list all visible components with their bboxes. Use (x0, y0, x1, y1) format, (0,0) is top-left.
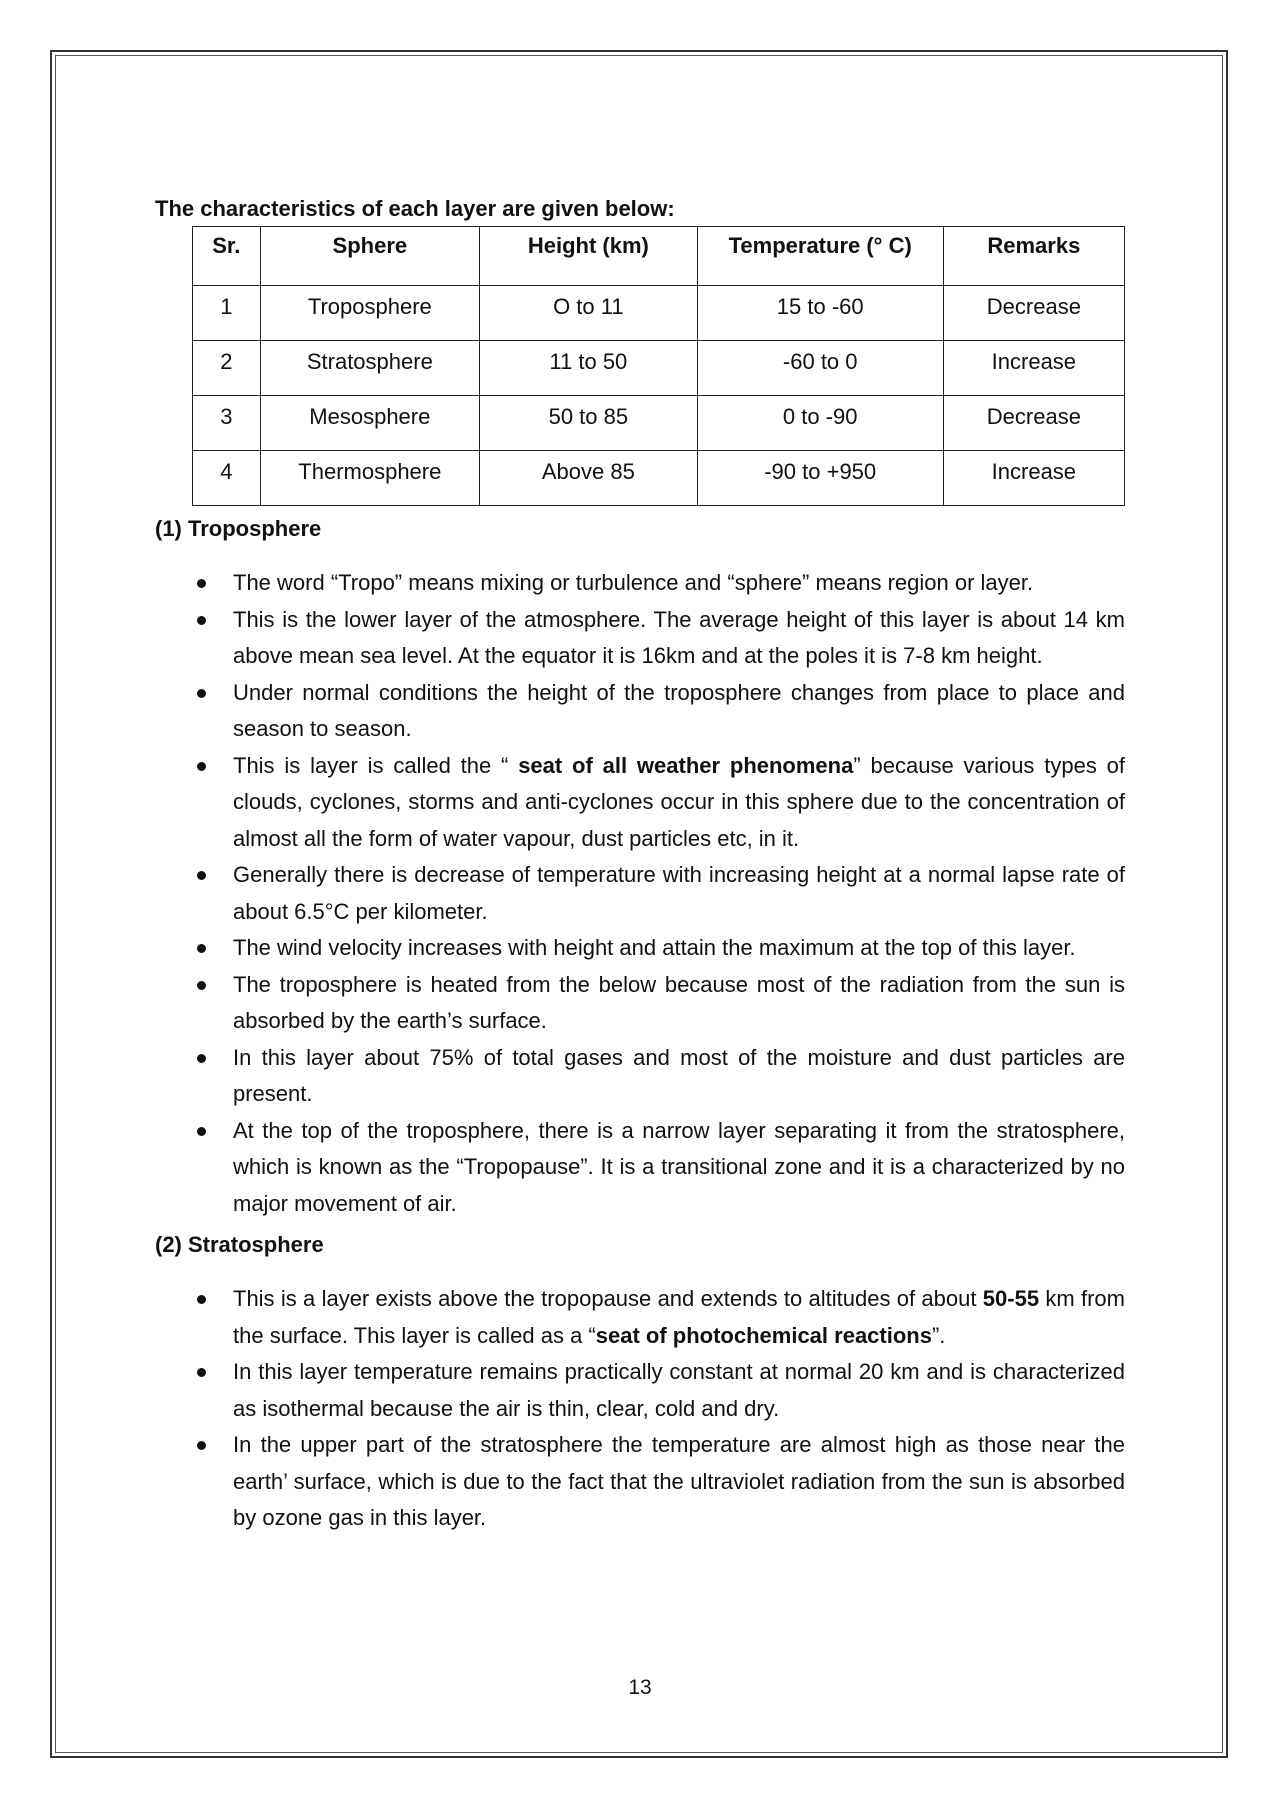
header-sphere: Sphere (260, 227, 479, 286)
bullet-item (155, 967, 1125, 1040)
bullet-dot-icon (197, 616, 206, 625)
cell-temperature: -60 to 0 (697, 341, 943, 396)
bullet-item (155, 1040, 1125, 1113)
bullet-item (155, 1281, 1125, 1354)
header-height: Height (km) (480, 227, 698, 286)
troposphere-bullet-list (155, 565, 1125, 1222)
intro-heading: The characteristics of each layer are given below: (155, 196, 675, 221)
bullet-text: In this layer temperature remains practically constant at normal 20 km and is characterized as isothermal because the air is thin, clear, cold and dry. (233, 1359, 1125, 1421)
cell-sphere: Thermosphere (260, 451, 479, 506)
cell-sr: 1 (193, 286, 261, 341)
cell-remarks: Increase (943, 451, 1124, 506)
atmosphere-layers-table (192, 226, 1125, 506)
cell-sr: 4 (193, 451, 261, 506)
cell-remarks: Decrease (943, 286, 1124, 341)
bullet-dot-icon (197, 981, 206, 990)
cell-height: Above 85 (480, 451, 698, 506)
bullet-text: km from the surface. This layer is called as a “ (233, 1286, 1125, 1348)
bullet-item (155, 748, 1125, 858)
header-sr: Sr. (193, 227, 261, 286)
troposphere-heading: (1) Troposphere (155, 516, 322, 541)
bullet-item (155, 1113, 1125, 1223)
bullet-item (155, 857, 1125, 930)
cell-remarks: Decrease (943, 396, 1124, 451)
bullet-text: This is a layer exists above the tropopause and extends to altitudes of about (233, 1286, 983, 1311)
table-row (193, 396, 1125, 451)
stratosphere-bullet-list (155, 1281, 1125, 1537)
cell-sphere: Mesosphere (260, 396, 479, 451)
bullet-item (155, 602, 1125, 675)
stratosphere-heading: (2) Stratosphere (155, 1232, 324, 1257)
bullet-item (155, 675, 1125, 748)
bullet-dot-icon (197, 1441, 206, 1450)
bullet-item (155, 1427, 1125, 1537)
bullet-text: This is the lower layer of the atmosphere. The average height of this layer is about 14 km above mean sea level. At the equator it is 16km and at the poles it is 7-8 km height. (233, 606, 1125, 668)
cell-remarks: Increase (943, 341, 1124, 396)
bullet-text: ” because various types of clouds, cyclones, storms and anti-cyclones occur in this sphere due to the concentration of almost all the form of water vapour, dust particles etc, in it. (233, 752, 1126, 851)
bold-text: seat of photochemical reactions (595, 1322, 932, 1348)
bullet-item (155, 565, 1125, 602)
bullet-dot-icon (197, 689, 206, 698)
cell-sr: 2 (193, 341, 261, 396)
bold-text: seat of all weather phenomena (518, 752, 854, 778)
bullet-item (155, 930, 1125, 967)
bullet-text: In the upper part of the stratosphere the temperature are almost high as those near the earth’ surface, which is due to the fact that the ultraviolet radiation from the sun is absorbed by ozone gas in this layer. (233, 1432, 1125, 1530)
header-temperature: Temperature (° C) (697, 227, 943, 286)
cell-height: 50 to 85 (480, 396, 698, 451)
bullet-text: The word “Tropo” means mixing or turbulence and “sphere” means region or layer. (233, 570, 1034, 595)
page-content (155, 192, 1125, 1537)
page-number: 13 (628, 1676, 652, 1699)
cell-height: O to 11 (480, 286, 698, 341)
bullet-text: Under normal conditions the height of the troposphere changes from place to place and season to season. (233, 679, 1125, 741)
bullet-text: The wind velocity increases with height and attain the maximum at the top of this layer. (233, 935, 1076, 960)
cell-temperature: -90 to +950 (697, 451, 943, 506)
cell-sr: 3 (193, 396, 261, 451)
bullet-dot-icon (197, 1295, 206, 1304)
table-row (193, 341, 1125, 396)
bullet-dot-icon (197, 944, 206, 953)
cell-height: 11 to 50 (480, 341, 698, 396)
bullet-text: Generally there is decrease of temperature with increasing height at a normal lapse rate of about 6.5°C per kilometer. (233, 862, 1125, 924)
bullet-dot-icon (197, 579, 206, 588)
header-remarks: Remarks (943, 227, 1124, 286)
bullet-dot-icon (197, 1127, 206, 1136)
cell-sphere: Troposphere (260, 286, 479, 341)
bullet-dot-icon (197, 871, 206, 880)
bullet-text: ”. (931, 1322, 946, 1348)
table-row (193, 286, 1125, 341)
bullet-dot-icon (197, 1368, 206, 1377)
cell-temperature: 0 to -90 (697, 396, 943, 451)
bold-text: 50-55 (982, 1286, 1040, 1311)
cell-temperature: 15 to -60 (697, 286, 943, 341)
bullet-text: In this layer about 75% of total gases and most of the moisture and dust particles are present. (233, 1044, 1125, 1106)
bullet-dot-icon (197, 1054, 206, 1063)
bullet-dot-icon (197, 762, 206, 771)
table-header-row (193, 227, 1125, 286)
bullet-text: The troposphere is heated from the below because most of the radiation from the sun is absorbed by the earth’s surface. (233, 971, 1125, 1033)
bullet-item (155, 1354, 1125, 1427)
bullet-text: At the top of the troposphere, there is a narrow layer separating it from the stratosphere, which is known as the “Tropopause”. It is a transitional zone and it is a characterized by no major movement of air. (233, 1117, 1125, 1216)
cell-sphere: Stratosphere (260, 341, 479, 396)
bullet-text: This is layer is called the “ (233, 752, 519, 778)
table-row (193, 451, 1125, 506)
